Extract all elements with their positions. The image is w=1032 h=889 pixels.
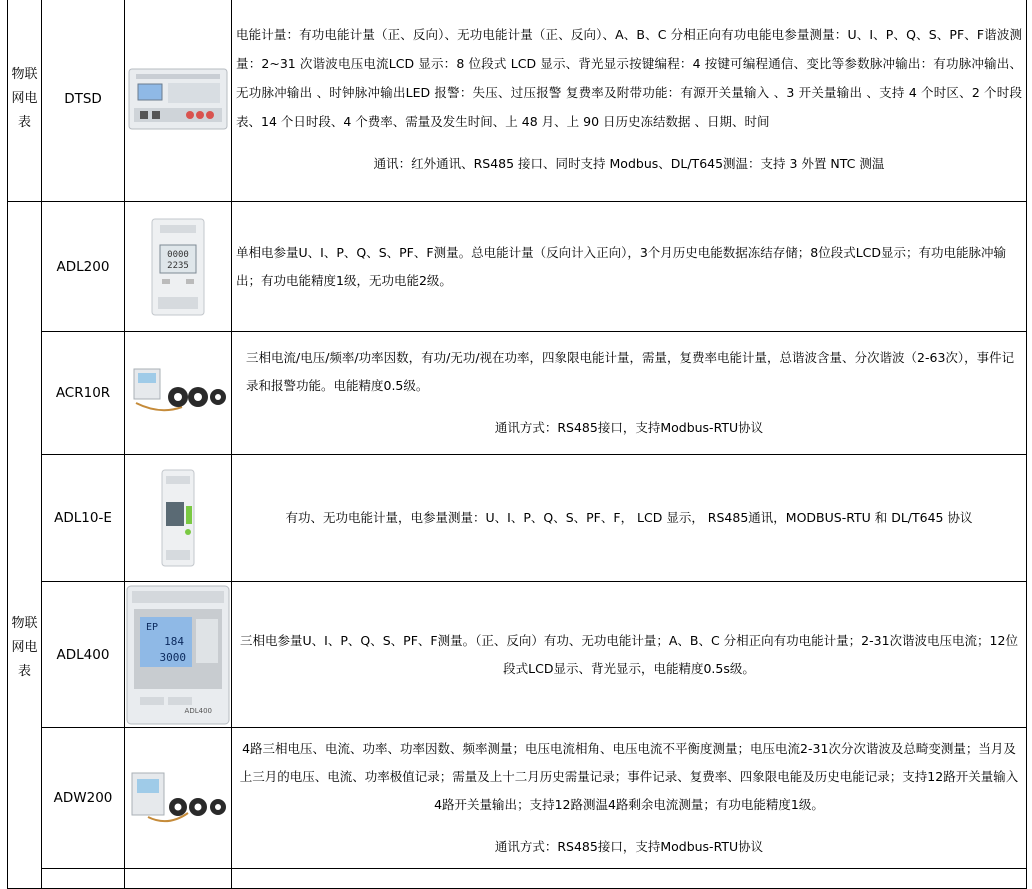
communication-text: 通讯方式：RS485接口，支持Modbus-RTU协议 bbox=[494, 839, 764, 854]
adl200-din-meter-icon bbox=[148, 217, 208, 317]
model-cell bbox=[42, 869, 125, 889]
model-cell bbox=[42, 202, 125, 332]
svg-text:2235: 2235 bbox=[167, 260, 189, 271]
svg-text:EP: EP bbox=[146, 621, 159, 633]
table-row bbox=[8, 728, 1027, 869]
description-cell bbox=[232, 455, 1027, 582]
category-label: 物联网电表 bbox=[11, 616, 38, 679]
svg-text:ADL400: ADL400 bbox=[184, 706, 212, 715]
category-cell bbox=[8, 0, 42, 202]
model-cell bbox=[42, 0, 125, 202]
model-name: ADL400 bbox=[56, 646, 110, 663]
product-table bbox=[7, 0, 1027, 889]
description-text: 有功、无功电能计量，电参量测量：U、I、P、Q、S、PF、F， LCD 显示， RS485通讯，MODBUS-RTU 和 DL/T645 协议 bbox=[285, 510, 973, 525]
description-cell bbox=[232, 728, 1027, 869]
description-cell bbox=[232, 0, 1027, 202]
table-row bbox=[8, 0, 1027, 202]
image-cell bbox=[125, 0, 232, 202]
image-cell bbox=[125, 728, 232, 869]
image-cell bbox=[125, 582, 232, 728]
image-cell bbox=[125, 455, 232, 582]
model-name: ACR10R bbox=[55, 385, 111, 401]
svg-text:0000: 0000 bbox=[167, 249, 189, 260]
svg-text:184: 184 bbox=[164, 634, 184, 648]
model-name: ADL200 bbox=[56, 258, 110, 275]
acr10r-meter-with-ct-icon bbox=[130, 363, 226, 423]
table-row bbox=[8, 332, 1027, 455]
description-text: 单相电参量U、I、P、Q、S、PF、F测量。总电能计量（反向计入正向），3个月历史电能数据冻结存储；8位段式LCD显示；有功电能脉冲输出；有功电能精度1级，无功电能2级。 bbox=[236, 244, 1007, 288]
table-row bbox=[8, 202, 1027, 332]
model-cell bbox=[42, 582, 125, 728]
table-row bbox=[8, 455, 1027, 582]
description-cell bbox=[232, 869, 1027, 889]
description-cell bbox=[232, 332, 1027, 455]
description-cell bbox=[232, 582, 1027, 728]
image-cell bbox=[125, 869, 232, 889]
communication-text: 通讯：红外通讯、RS485 接口、同时支持 Modbus、DL/T645测温：支持 3 外置 NTC 测温 bbox=[373, 156, 885, 171]
category-cell bbox=[8, 202, 42, 889]
model-cell bbox=[42, 728, 125, 869]
description-text: 4路三相电压、电流、功率、功率因数、频率测量；电压电流相角、电压电流不平衡度测量；电压电流2-31次分次谐波及总畸变测量；当月及上三月的电压、电流、功率极值记录；需量及上十二月历史需量记录；事件记录、复费率、四象限电能及历史电能记录；支持12路开关量输入4路开关量输出；支持12路测温4路剩余电流测量；有功电能精度1级。 bbox=[239, 741, 1019, 812]
description-cell bbox=[232, 202, 1027, 332]
description-text: 三相电参量U、I、P、Q、S、PF、F测量。（正、反向）有功、无功电能计量；A、B、C 分相正向有功电能计量；2-31次谐波电压电流；12位段式LCD显示、背光显示，电能精度0.5s级。 bbox=[240, 632, 1018, 676]
adl10e-din-meter-icon bbox=[148, 468, 208, 568]
description-text: 三相电流/电压/频率/功率因数，有功/无功/视在功率，四象限电能计量，需量，复费率电能计量，总谐波含量、分次谐波（2-63次），事件记录和报警功能。电能精度0.5级。 bbox=[246, 350, 1015, 393]
image-cell bbox=[125, 332, 232, 455]
adw200-meter-with-ct-icon bbox=[128, 767, 228, 829]
model-cell bbox=[42, 332, 125, 455]
table-row bbox=[8, 582, 1027, 728]
adl400-lcd-meter-icon bbox=[126, 585, 230, 725]
description-text: 电能计量：有功电能计量（正、反向）、无功电能计量（正、反向）、A、B、C 分相正向有功电能电参量测量：U、I、P、Q、S、PF、F谐波测量：2~31 次谐波电压电流LCD 显示：8 位段式 LCD 显示、背光显示按键编程：4 按键可编程通信、变比等参数脉冲输出：有功脉冲输出、无功脉冲输出 、时钟脉冲输出LED 报警：失压、过压报警 复费率及附带功能：有源开关量输入 、3 开关量输出 、支持 4 个时区、2 个时段表、14 个日时段、4 个费率、需量及发生时间、上 48 月、上 90 日历史冻结数据 、日期、时间 bbox=[236, 27, 1022, 129]
svg-text:3000: 3000 bbox=[159, 650, 186, 664]
model-cell bbox=[42, 455, 125, 582]
model-name: ADL10-E bbox=[54, 510, 112, 526]
dtsd-three-phase-meter-icon bbox=[128, 68, 228, 130]
communication-text: 通讯方式：RS485接口，支持Modbus-RTU协议 bbox=[494, 420, 764, 435]
table-row bbox=[8, 869, 1027, 889]
image-cell bbox=[125, 202, 232, 332]
model-name: ADW200 bbox=[53, 790, 113, 806]
model-name: DTSD bbox=[64, 91, 102, 107]
category-label: 物联网电表 bbox=[11, 67, 38, 130]
